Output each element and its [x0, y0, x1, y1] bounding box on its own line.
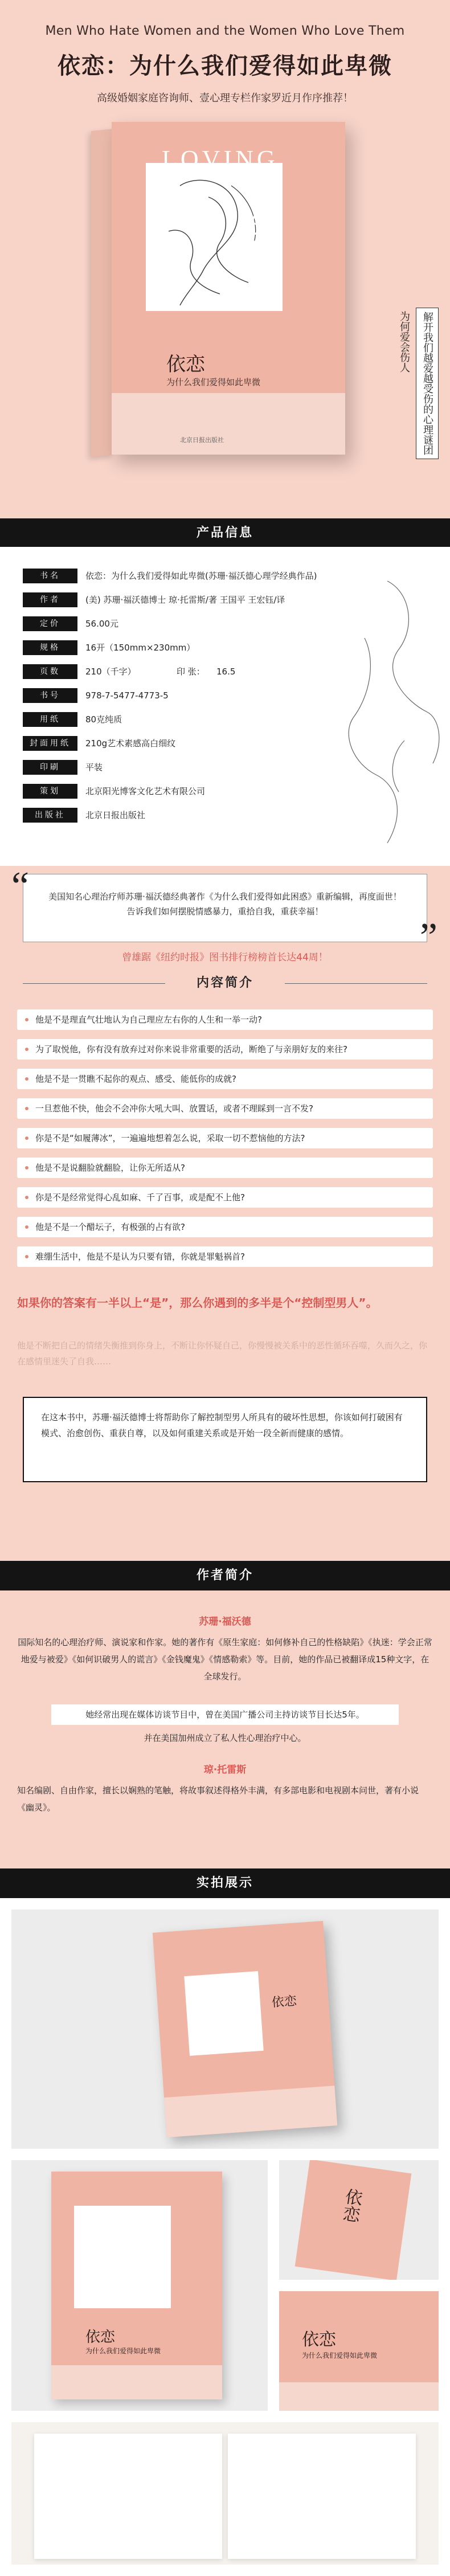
content-intro: [0, 998, 450, 1561]
close-quote-icon: ”: [419, 915, 437, 959]
info-value: 北京阳光博客文化艺术有限公司: [85, 786, 206, 796]
photo-4-book: [279, 2291, 439, 2411]
side-tag-2: 为何爱会伤人: [398, 311, 410, 373]
author-heading: 作者简介: [0, 1561, 450, 1590]
list-item: 你是不是“如履薄冰”，一遍遍地想着怎么说，采取一切不惹恼他的方法?: [17, 1128, 433, 1148]
info-label: 作者: [23, 592, 77, 607]
info-value: 平装: [85, 762, 103, 772]
photo-3: [279, 2160, 439, 2280]
info-value: (美) 苏珊·福沃德博士 琼·托雷斯/著 王国平 王宏钰/译: [85, 595, 285, 605]
quote-text: 美国知名心理治疗师苏珊·福沃德经典著作《为什么我们爱得如此困惑》重新编辑，再度面世！告诉我们如何摆脱情感暴力，重拾自我，重获幸福！: [48, 892, 402, 917]
info-value: 依恋：为什么我们爱得如此卑微(苏珊·福沃德心理学经典作品): [85, 571, 317, 581]
photo-1-art: [184, 1971, 263, 2056]
photo-2: [11, 2160, 268, 2411]
figure-sketch-icon: [319, 570, 450, 866]
info-row: [23, 807, 319, 824]
cover-band: 北京日报出版社: [112, 393, 345, 455]
photo-2-book: [51, 2172, 222, 2399]
english-title: Men Who Hate Women and the Women Who Love Them: [45, 24, 405, 38]
info-value: 80克纯质: [85, 714, 122, 725]
bestseller-note: 曾雄踞《纽约时报》图书排行榜榜首长达44周！: [122, 952, 328, 963]
intro-red-text: 如果你的答案有一半以上“是”，那么你遇到的多半是个“控制型男人”。: [17, 1296, 378, 1310]
info-label: 用纸: [23, 712, 77, 727]
photo-4-title: 依恋: [302, 2330, 336, 2350]
photo-1-band: [164, 2086, 337, 2137]
photos-heading: 实拍展示: [0, 1868, 450, 1898]
cover-hero: [0, 0, 450, 518]
info-label: 规格: [23, 640, 77, 655]
photo-4: [279, 2291, 439, 2411]
author-intro: [0, 1590, 450, 1868]
photo-2-title: 依恋: [85, 2329, 116, 2346]
cover-title: 依恋: [166, 353, 205, 376]
info-label: 策划: [23, 784, 77, 799]
info-row: [23, 615, 319, 632]
cover-hurts: HURTS: [248, 193, 273, 277]
info-label: 定价: [23, 616, 77, 631]
info-value: 210g艺术素感高白细纹: [85, 738, 176, 749]
book-cover: [112, 122, 345, 455]
testimonial: [0, 866, 450, 968]
info-heading: 产品信息: [0, 518, 450, 548]
photo-5-right-page: [228, 2434, 416, 2559]
list-item: 一旦惹他不快，他会不会冲你大吼大叫、放置话，或者不理睬到一言不发?: [17, 1098, 433, 1119]
info-row: [23, 639, 319, 656]
photo-3-book: [295, 2160, 412, 2280]
list-item: 他是不是说翻脸就翻脸，让你无所适从?: [17, 1158, 433, 1178]
info-label: 页数: [23, 664, 77, 679]
info-row: [23, 759, 319, 776]
info-row: [23, 663, 319, 680]
author-highlight: 她经常出现在媒体访谈节目中，曾在美国广播公司主持访谈节目长达5年。: [51, 1704, 399, 1725]
list-item: 他是不是理直气壮地认为自己理应左右你的人生和一举一动?: [17, 1009, 433, 1030]
info-row: [23, 567, 319, 584]
photo-2-band: [51, 2365, 222, 2399]
recommend-text: 高级婚姻家庭咨询师、壹心理专栏作家罗近月作序推荐！: [97, 92, 353, 104]
info-value: 978-7-5477-4773-5: [85, 690, 169, 701]
author-name-2: 琼·托雷斯: [203, 1764, 247, 1776]
side-tag: 解开我们越爱越受伤的心理谜团: [416, 308, 439, 459]
cover-loving: LOVING: [162, 145, 279, 173]
info-row: [23, 783, 319, 800]
list-item: 他是不是一个醋坛子，有极强的占有欲?: [17, 1217, 433, 1237]
cover-subtitle: 为什么我们爱得如此卑微: [166, 377, 261, 387]
info-row: [23, 591, 319, 608]
intro-frame: 在这本书中，苏珊·福沃德博士将帮助你了解控制型男人所具有的破坏性思想，你该如何打破困有模式、治愈创伤、重获自尊，以及如何重建关系或是开始一段全新而健康的感情。: [23, 1397, 427, 1482]
author-bio-1: 国际知名的心理治疗师、演说家和作家。她的著作有《原生家庭：如何修补自己的性格缺陷》《执迷：学会正常地爱与被爱》《如何识破男人的谎言》《金钱魔鬼》《情感勒索》等。目前，她的作品已被翻译成15种文字，在全球发行。: [18, 1637, 432, 1682]
info-value: 210（千字）: [85, 667, 136, 677]
photo-4-band: [279, 2382, 439, 2411]
photo-gallery: [0, 1898, 450, 2576]
author-after: 并在美国加州成立了私人性心理治疗中心。: [144, 1733, 306, 1743]
intro-faded-text: 他是不断把自己的情绪失衡推到你身上，不断让你怀疑自己，你慢慢被关系中的恶性循环吞噬，久而久之，你在感情里迷失了自我……: [17, 1340, 428, 1367]
info-label: 书号: [23, 688, 77, 703]
photo-5: [11, 2422, 439, 2565]
list-item: 他是不是一贯瞧不起你的观点、感受、能低你的成就?: [17, 1069, 433, 1089]
quote-box: [23, 874, 427, 942]
photo-1-title: 依恋: [271, 1994, 297, 2010]
info-row: [23, 735, 319, 752]
book-spine: [91, 129, 114, 457]
author-bio-2: 知名编剧、自由作家，擅长以娴熟的笔触，将故事叙述得格外丰满，有多部电影和电视剧本问世，著有小说《幽灵》。: [17, 1785, 419, 1813]
info-value: 16开（150mm×230mm）: [85, 643, 195, 653]
chinese-title: 依恋：为什么我们爱得如此卑微: [58, 53, 392, 79]
author-name-1: 苏珊·福沃德: [199, 1616, 251, 1628]
info-value: 北京日报出版社: [85, 810, 146, 820]
photo-5-left-page: [34, 2434, 222, 2559]
list-item: 难绷生活中，他是不是认为只要有错，你就是罪魁祸首?: [17, 1246, 433, 1267]
info-label: 封面用纸: [23, 736, 77, 751]
list-item: 为了取悦他，你有没有放弃过对你来说非常重要的活动，断绝了与亲朋好友的来往?: [17, 1039, 433, 1060]
info-value: 56.00元: [85, 619, 118, 629]
product-info: [0, 547, 450, 866]
photo-4-subtitle: 为什么我们爱得如此卑微: [302, 2352, 378, 2360]
info-row: [23, 687, 319, 704]
photo-1: [11, 1909, 439, 2149]
photo-1-book: [153, 1921, 337, 2137]
book-front: [112, 122, 345, 455]
photo-2-art: [74, 2206, 171, 2308]
list-item: 你是不是经常觉得心乱如麻、千了百事，或是配不上他?: [17, 1187, 433, 1208]
photo-3-title: 依恋: [338, 2187, 363, 2224]
info-label: 书名: [23, 569, 77, 583]
info-value-2: 16.5: [216, 667, 236, 677]
info-label: 出版社: [23, 808, 77, 823]
open-quote-icon: “: [11, 864, 30, 908]
info-row: [23, 711, 319, 728]
sketch-illustration: [319, 570, 450, 866]
intro-heading: 内容简介: [0, 968, 450, 998]
photo-2-subtitle: 为什么我们爱得如此卑微: [85, 2347, 161, 2355]
info-label: 印刷: [23, 760, 77, 775]
info-label-2: 印 张：: [177, 667, 205, 677]
